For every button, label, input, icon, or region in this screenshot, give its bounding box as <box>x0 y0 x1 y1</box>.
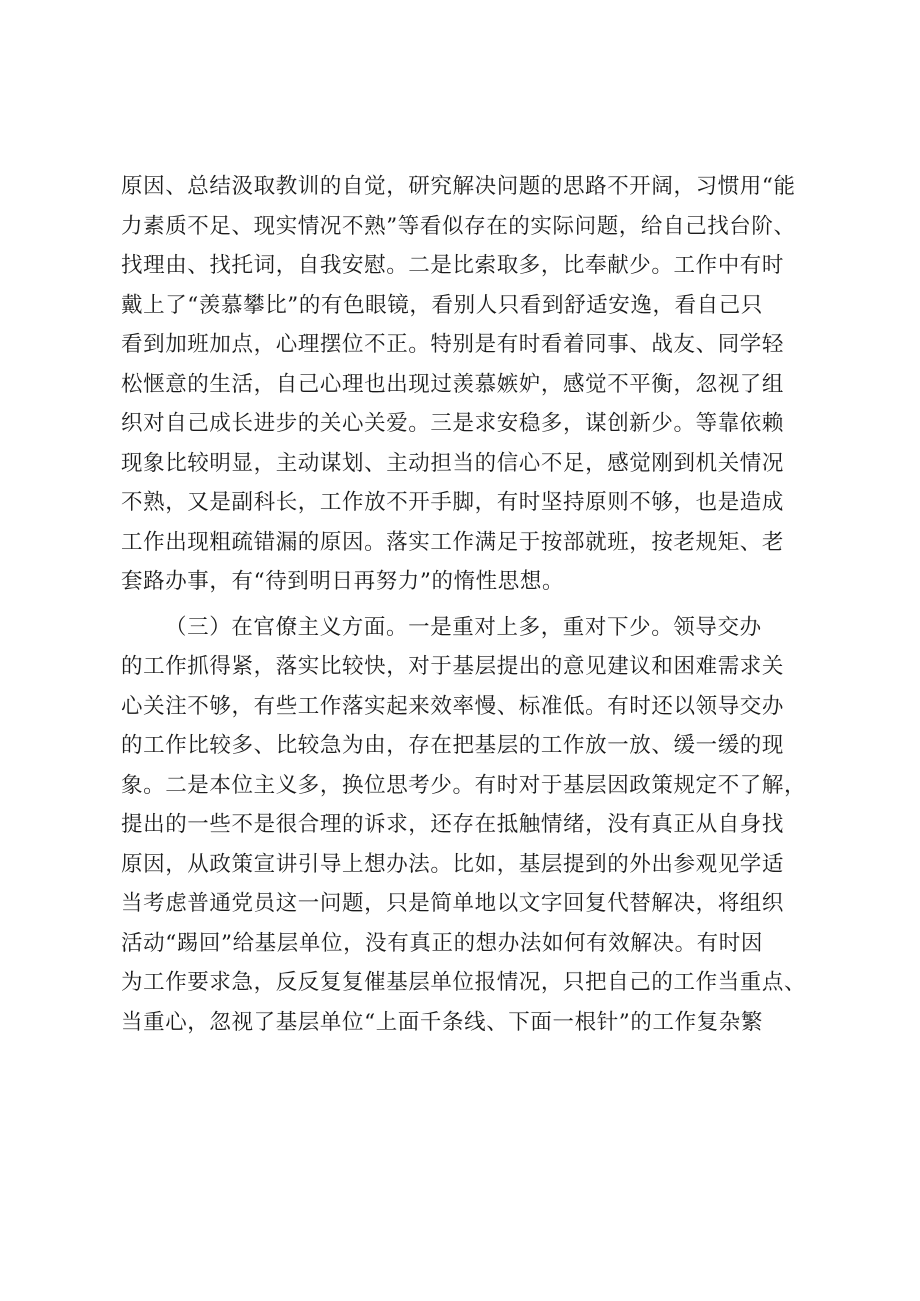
text-line: 力素质不足、现实情况不熟”等看似存在的实际问题，给自己找台阶、 <box>121 213 796 239</box>
text-line: 当考虑普通党员这一问题，只是简单地以文字回复代替解决，将组织 <box>121 891 785 916</box>
text-line: 看到加班加点，心理摆位不正。特别是有时看着同事、战友、同学轻 <box>121 332 785 357</box>
text-line: 心关注不够，有些工作落实起来效率慢、标准低。有时还以领导交办 <box>121 693 785 719</box>
text-line: 找理由、找托词，自我安慰。二是比索取多，比奉献少。工作中有时 <box>121 253 785 278</box>
text-line: 活动“踢回”给基层单位，没有真正的想办法如何有效解决。有时因 <box>121 930 763 956</box>
paragraph-1 <box>121 167 801 602</box>
text-line: 松惬意的生活，自己心理也出现过羡慕嫉妒，感觉不平衡，忽视了组 <box>121 371 785 397</box>
text-line: 的工作抓得紧，落实比较快，对于基层提出的意见建议和困难需求关 <box>121 654 785 679</box>
body-text <box>121 167 807 1042</box>
paragraph-2 <box>121 608 807 1043</box>
text-line: 的工作比较多、比较急为由，存在把基层的工作放一放、缓一缓的现 <box>121 733 785 758</box>
text-line: 原因、总结汲取教训的自觉，研究解决问题的思路不开阔，习惯用“能 <box>121 174 796 199</box>
text-line: 织对自己成长进步的关心关爱。三是求安稳多，谋创新少。等靠依赖 <box>121 411 785 436</box>
text-line: 不熟，又是副科长，工作放不开手脚，有时坚持原则不够，也是造成 <box>121 490 785 515</box>
text-line: 象。二是本位主义多，换位思考少。有时对于基层因政策规定不了解， <box>121 772 807 798</box>
text-line: 提出的一些不是很合理的诉求，还存在抵触情绪，没有真正从自身找 <box>121 812 785 837</box>
text-line-first-indented: （三）在官僚主义方面。一是重对上多，重对下少。领导交办 <box>165 614 762 640</box>
text-line: 戴上了“羡慕攀比”的有色眼镜，看别人只看到舒适安逸，看自己只 <box>121 292 763 318</box>
text-line: 当重心，忽视了基层单位“上面千条线、下面一根针”的工作复杂繁 <box>121 1009 763 1035</box>
text-line: 现象比较明显，主动谋划、主动担当的信心不足，感觉刚到机关情况 <box>121 450 785 476</box>
text-line: 工作出现粗疏错漏的原因。落实工作满足于按部就班，按老规矩、老 <box>121 529 785 555</box>
text-line: 套路办事，有“待到明日再努力”的惰性思想。 <box>121 569 565 594</box>
text-line: 原因，从政策宣讲引导上想办法。比如，基层提到的外出参观见学适 <box>121 851 785 877</box>
text-line: 为工作要求急，反反复复催基层单位报情况，只把自己的工作当重点、 <box>121 970 807 995</box>
